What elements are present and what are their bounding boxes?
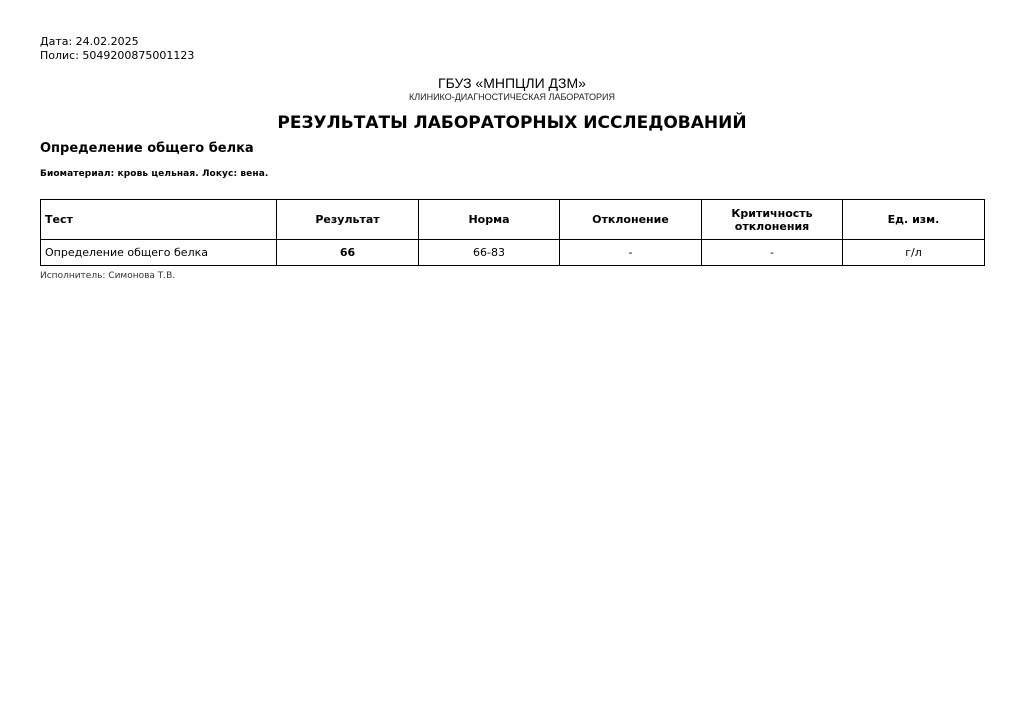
- results-table: [40, 199, 985, 266]
- department-name: КЛИНИКО-ДИАГНОСТИЧЕСКАЯ ЛАБОРАТОРИЯ: [408, 92, 616, 102]
- cell-unit: г/л: [843, 240, 985, 266]
- policy-number: Полис: 5049200875001123: [40, 49, 195, 62]
- column-header-deviation: Отклонение: [560, 200, 702, 240]
- table-header-row: [41, 200, 985, 240]
- cell-test-name: Определение общего белка: [41, 240, 277, 266]
- cell-result: 66: [277, 240, 419, 266]
- biomaterial-info: Биоматериал: кровь цельная. Локус: вена.: [40, 169, 269, 179]
- executor-note: Исполнитель: Симонова Т.В.: [40, 271, 176, 281]
- cell-deviation: -: [560, 240, 702, 266]
- document-meta: [40, 35, 194, 63]
- column-header-result: Результат: [277, 200, 419, 240]
- column-header-test: Тест: [41, 200, 277, 240]
- test-heading: Определение общего белка: [40, 141, 254, 156]
- cell-norm: 66-83: [419, 240, 560, 266]
- column-header-norm: Норма: [419, 200, 560, 240]
- table-row: [41, 240, 985, 266]
- report-date: Дата: 24.02.2025: [40, 35, 139, 48]
- column-header-unit: Ед. изм.: [843, 200, 985, 240]
- column-header-criticality: Критичность отклонения: [702, 200, 843, 240]
- cell-criticality: -: [702, 240, 843, 266]
- organization-name: ГБУЗ «МНПЦЛИ ДЗМ»: [438, 75, 586, 91]
- page-title: РЕЗУЛЬТАТЫ ЛАБОРАТОРНЫХ ИССЛЕДОВАНИЙ: [277, 113, 747, 133]
